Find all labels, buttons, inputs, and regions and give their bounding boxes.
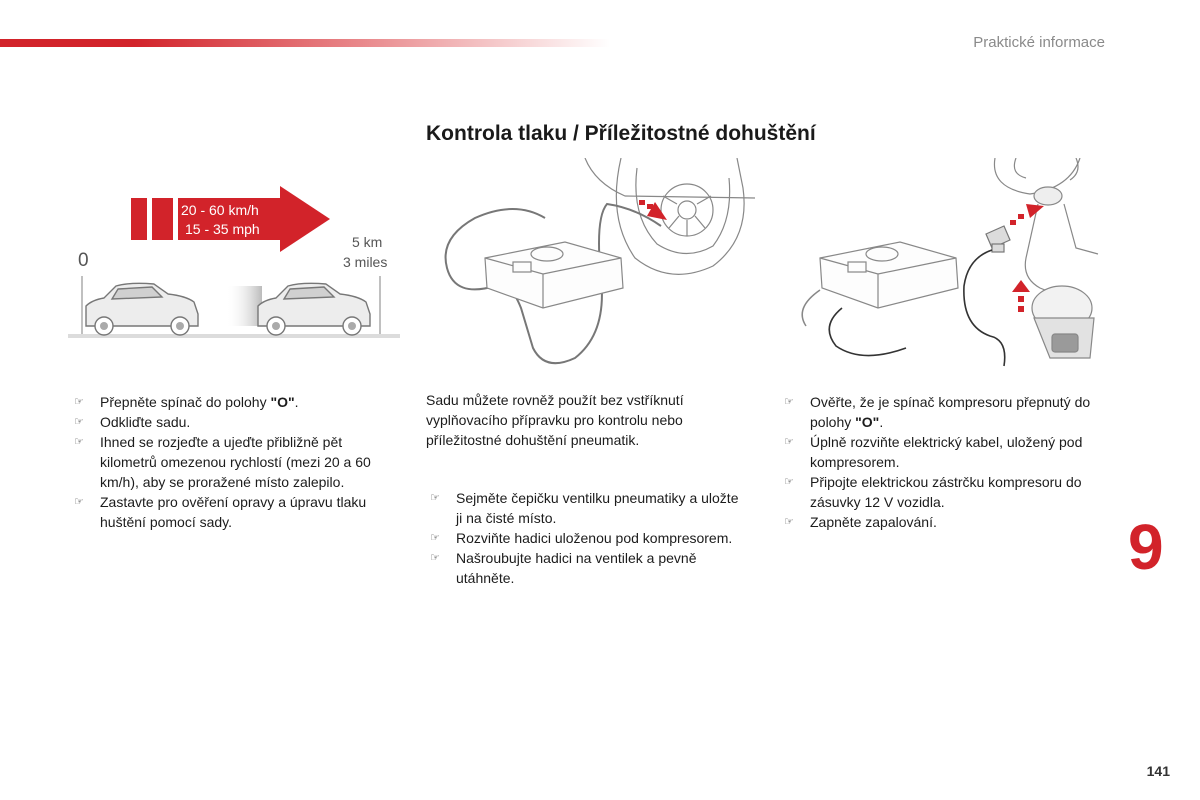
list-item: ☞ Úplně rozviňte elektrický kabel, uložený pod kompresorem. [784,434,1083,470]
power-cable [964,250,1005,366]
compressor [820,242,958,308]
socket-arrow [1010,204,1044,225]
list-item: ☞ Zapněte zapalování. [784,514,937,530]
instructions-column-1 [70,392,400,532]
distance-miles-label: 3 miles [343,254,388,270]
pointing-hand-icon: ☞ [784,476,794,488]
compressor-tire-figure [425,158,755,373]
list-item: ☞ Našroubujte hadici na ventilek a pevně utáhněte. [430,550,697,586]
start-label: 0 [78,250,89,271]
ignition-arrow [1012,280,1030,312]
list-item: ☞ Ověřte, že je spínač kompresoru přepnutý do polohy "O". [784,394,1091,430]
page-number: 141 [1146,763,1170,779]
compressor-socket-figure [780,158,1110,373]
car-moving [258,283,370,335]
pointing-hand-icon: ☞ [74,436,84,448]
pointing-hand-icon: ☞ [430,552,440,564]
speed-mph-label: 15 - 35 mph [185,221,260,237]
list-item: ☞ Přepněte spínač do polohy "O". [74,394,299,410]
list-item: ☞ Sejměte čepičku ventilku pneumatiky a uložte ji na čisté místo. [430,490,739,526]
page-title: Kontrola tlaku / Příležitostné dohuštění [426,122,816,145]
list-item: ☞ Ihned se rozjeďte a ujeďte přibližně pět kilometrů omezenou rychlostí (mezi 20 a 60 km/h), aby se proražené místo zalepilo. [74,434,371,490]
speed-arrow [131,186,330,252]
car-start [86,283,198,335]
list-item: ☞ Rozviňte hadici uloženou pod kompresorem. [430,530,733,546]
list-item: ☞ Odkliďte sadu. [74,414,191,430]
intro-paragraph: Sadu můžete rovněž použít bez vstříknutí vyplňovacího přípravku pro kontrolu nebo příležitostné dohuštění pneumatik. [426,392,684,448]
chapter-number: 9 [1128,511,1164,583]
dashboard-outline [994,158,1098,300]
pointing-hand-icon: ☞ [430,492,440,504]
power-cable-lower [829,308,906,356]
instructions-column-3 [780,392,1110,532]
distance-km-label: 5 km [352,234,383,250]
pointing-hand-icon: ☞ [74,416,84,428]
pointing-hand-icon: ☞ [784,436,794,448]
section-label: Praktické informace [973,34,1105,51]
pointing-hand-icon: ☞ [784,396,794,408]
list-item: ☞ Připojte elektrickou zástrčku kompresoru do zásuvky 12 V vozidla. [784,474,1082,510]
ignition-switch [1032,286,1094,358]
pointing-hand-icon: ☞ [430,532,440,544]
speed-kmh-label: 20 - 60 km/h [181,202,259,218]
valve-arrow [639,200,667,220]
speed-distance-figure [68,168,400,348]
pointing-hand-icon: ☞ [784,516,794,528]
pointing-hand-icon: ☞ [74,496,84,508]
pointing-hand-icon: ☞ [74,396,84,408]
power-plug [986,226,1010,252]
motion-blur [226,286,262,326]
header-accent-bar [0,39,610,47]
instructions-column-2 [426,488,746,588]
list-item: ☞ Zastavte pro ověření opravy a úpravu tlaku huštění pomocí sady. [74,494,367,530]
